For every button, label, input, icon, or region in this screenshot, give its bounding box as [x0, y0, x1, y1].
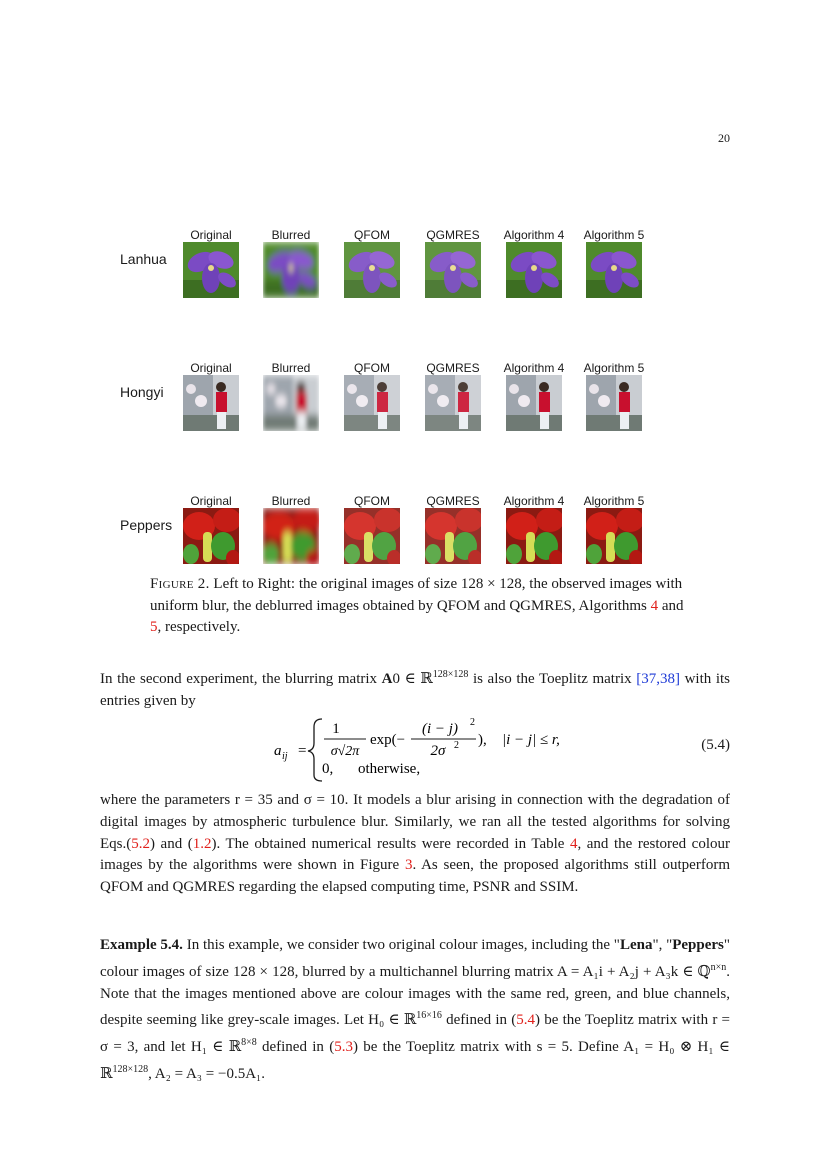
para1-matrix-a: A	[381, 671, 393, 687]
figure-row-label: Peppers	[120, 517, 173, 533]
caption-ref-algorithm-4[interactable]: 4	[650, 597, 659, 614]
equation-number: (5.4)	[701, 737, 730, 753]
page-number: 20	[718, 131, 730, 145]
eq-frac2-den-sup: 2	[454, 740, 459, 751]
column-title-blur: Blurred	[271, 361, 311, 375]
equation-svg	[270, 713, 730, 783]
column-title-orig: Original	[190, 361, 232, 375]
caption-label: Figure 2.	[150, 576, 210, 592]
para3-bold-peppers: Peppers	[672, 937, 724, 953]
image-girl-alg5	[586, 375, 642, 431]
image-girl-qfom	[344, 375, 400, 431]
para3-text-3: " colour images of size 128 × 128, blurred by a multichannel blurring matrix A = A₁i + A₂j + A₃k ∈ ℚ	[100, 937, 731, 980]
para3-text-2: ", "	[652, 937, 673, 953]
figure-row-label: Hongyi	[120, 384, 164, 400]
para3-bold-lena: Lena	[619, 937, 653, 953]
image-girl-alg4	[506, 375, 562, 431]
column-title-alg5: Algorithm 5	[583, 361, 645, 375]
image-girl-orig	[183, 375, 239, 431]
column-title-orig: Original	[190, 494, 232, 508]
image-flower-qgmres	[425, 242, 481, 298]
eq-frac2-num: (i − j)	[422, 721, 458, 737]
caption-ref-algorithm-5[interactable]: 5	[150, 619, 158, 635]
eq-cond1: |i − j| ≤ r,	[502, 732, 560, 748]
ref-eq-1-2[interactable]: 1.2	[192, 835, 212, 852]
ref-figure-3[interactable]: 3	[404, 857, 413, 874]
para3-sup-2: 16×16	[416, 1010, 442, 1022]
eq-frac2-den: 2σ	[430, 743, 446, 759]
eq-equals: =	[298, 743, 307, 759]
column-title-blur: Blurred	[271, 494, 311, 508]
column-title-orig: Original	[190, 228, 232, 242]
column-title-qfom: QFOM	[354, 494, 390, 508]
para2-text-3: ). The obtained numerical results were recorded in Table	[211, 835, 570, 852]
eq-frac1-num: 1	[332, 721, 340, 737]
figure-row-hongyi	[100, 361, 660, 431]
ref-table-4[interactable]: 4	[569, 835, 578, 852]
image-girl-blur	[263, 375, 319, 431]
para3-text-5: defined in (	[441, 1012, 517, 1029]
column-title-alg4: Algorithm 4	[503, 361, 565, 375]
column-title-alg4: Algorithm 4	[503, 228, 565, 242]
figure-row-label: Lanhua	[120, 251, 167, 267]
image-peppers-alg5	[586, 508, 642, 564]
para3-text-9: , A₂ = A₃ = −0.5A₁.	[148, 1065, 266, 1082]
para3-text-8: ) be the Toeplitz matrix with s = 5. Define A₁ = H₀ ⊗ H₁ ∈ ℝ	[100, 1039, 731, 1082]
caption-text-3: , respectively.	[157, 619, 241, 635]
eq-exp: exp(−	[370, 732, 406, 748]
para3-sup-3: 8×8	[241, 1037, 257, 1049]
image-flower-qfom	[344, 242, 400, 298]
column-title-qfom: QFOM	[354, 361, 390, 375]
para3-text-4: . Note that the images mentioned above are colour images with the same red, green, and blue channels, despite seeming like grey-scale images. Let H₀ ∈ ℝ	[100, 963, 730, 1029]
eq-close: ),	[478, 732, 487, 748]
para3-sup-4: 128×128	[112, 1063, 149, 1075]
citation-37-38[interactable]: [37,38]	[636, 671, 680, 687]
eq-brace	[308, 719, 322, 781]
para1-sup: 128×128	[432, 669, 469, 680]
column-title-qfom: QFOM	[354, 228, 390, 242]
image-peppers-qgmres	[425, 508, 481, 564]
column-title-alg4: Algorithm 4	[503, 494, 565, 508]
column-title-alg5: Algorithm 5	[583, 494, 645, 508]
image-flower-orig	[183, 242, 239, 298]
example-heading: Example 5.4.	[100, 937, 183, 953]
para1-text-4: with its entries given by	[100, 671, 731, 709]
para3-text-1: In this example, we consider two original colour images, including the "	[182, 937, 620, 953]
eq-lhs: a	[274, 743, 282, 759]
para3-sup-1: n×n	[710, 961, 727, 973]
para1-text-2: 0 ∈ ℝ	[392, 671, 433, 687]
column-title-qgmres: QGMRES	[426, 494, 480, 508]
image-flower-alg5	[586, 242, 642, 298]
ref-eq-5-2[interactable]: 5.2	[131, 835, 150, 852]
para3-text-7: defined in (	[256, 1039, 335, 1056]
para2-text-4: , and the restored colour images by the algorithms were shown in Figure	[100, 835, 730, 874]
column-title-alg5: Algorithm 5	[583, 228, 645, 242]
image-peppers-alg4	[506, 508, 562, 564]
para1-text-3: is also the Toeplitz matrix	[468, 671, 637, 687]
eq-frac2-num-sup: 2	[470, 717, 475, 728]
column-title-qgmres: QGMRES	[426, 361, 480, 375]
para2-text-2: ) and (	[150, 835, 193, 852]
figure-row-lanhua	[100, 228, 660, 298]
image-peppers-orig	[183, 508, 239, 564]
eq-lhs-sub: ij	[282, 751, 288, 762]
column-title-qgmres: QGMRES	[426, 228, 480, 242]
equation-5-4	[270, 713, 730, 783]
eq-case2-cond: otherwise,	[358, 761, 421, 777]
image-peppers-qfom	[344, 508, 400, 564]
caption-text-2: and	[661, 597, 684, 614]
para1-text-1: In the second experiment, the blurring matrix	[100, 671, 382, 687]
column-title-blur: Blurred	[271, 228, 311, 242]
para2-text-1: where the parameters r = 35 and σ = 10. It models a blur arising in connection with the degradation of digital images by atmospheric turbulence blur. Similarly, we ran all the tested algorithms for solving Eqs.(	[100, 792, 730, 852]
caption-text-1: Left to Right: the original images of size 128 × 128, the observed images with uniform blur, the deblurred images obtained by QFOM and QGMRES, Algorithms	[150, 576, 683, 614]
eq-case2-val: 0,	[322, 761, 334, 777]
paragraph-second-experiment	[100, 664, 730, 713]
ref-eq-5-3[interactable]: 5.3	[334, 1039, 353, 1056]
paragraph-results	[100, 790, 730, 899]
para2-text-5: . As seen, the proposed algorithms still outperform QFOM and QGMRES regarding the elapsed computing time, PSNR and SSIM.	[100, 857, 730, 896]
figure-row-peppers	[100, 494, 660, 564]
image-peppers-blur	[263, 508, 319, 564]
image-flower-alg4	[506, 242, 562, 298]
para3-text-6: ) be the Toeplitz matrix with r = σ = 3, and let H₁ ∈ ℝ	[100, 1012, 731, 1056]
eq-frac1-den: σ√2π	[330, 744, 360, 759]
ref-eq-5-4[interactable]: 5.4	[516, 1012, 535, 1029]
paragraph-example-5-4	[100, 935, 730, 1086]
figure-caption	[150, 574, 690, 639]
image-girl-qgmres	[425, 375, 481, 431]
image-flower-blur	[263, 242, 319, 298]
